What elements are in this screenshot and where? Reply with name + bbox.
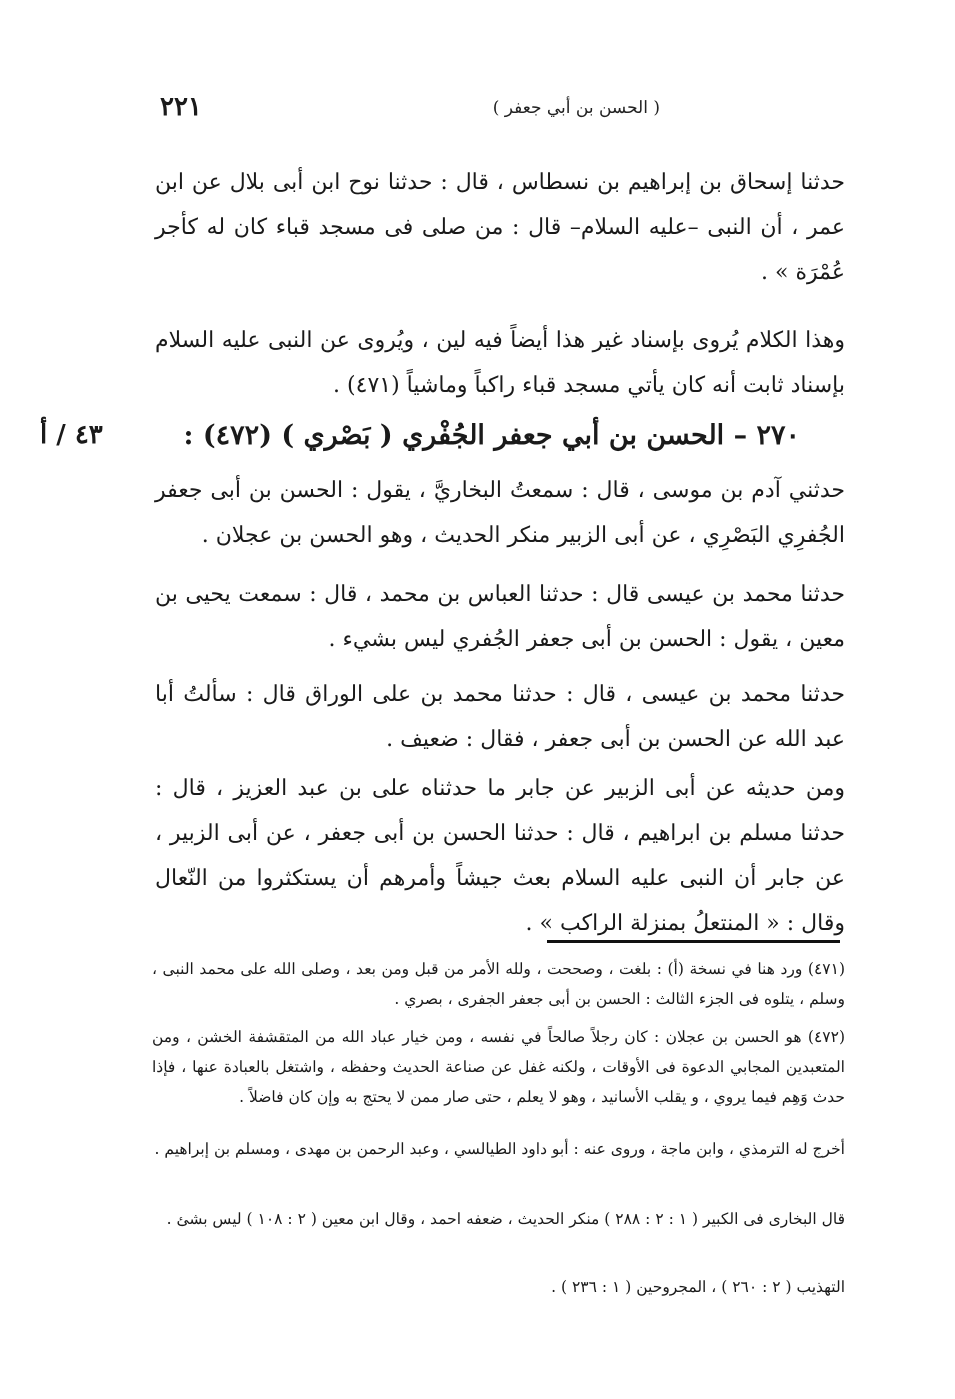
running-title: ( الحسن بن أبي جعفر )	[492, 98, 660, 118]
paragraph-3: حدثني آدم بن موسى ، قال : سمعتُ البخاريَّ ، يقول : الحسن بن أبى جعفر الجُفرِي البَصْرِي ، عن أبى الزبير منكر الحديث ، وهو الحسن بن عجلان .	[155, 478, 845, 548]
paragraph-2: وهذا الكلام يُروى بإسناد غير هذا أيضاً فيه لين ، ويُروى عن النبى عليه السلام بإسناد ثابت أنه كان يأتي مسجد قباء راكباً وماشياً (٤٧١) .	[155, 328, 845, 398]
footnote-472-sources: التهذيب ( ٢ : ٢٦٠ ) ، المجروحين ( ١ : ٢٣٦ ) .	[551, 1278, 845, 1296]
page-header	[160, 92, 850, 132]
footnote-divider	[547, 940, 840, 943]
paragraph-6: ومن حديثه عن أبى الزبير عن جابر ما حدثناه على بن عبد العزيز ، قال : حدثنا مسلم بن ابراهيم ، قال : حدثنا الحسن بن أبى جعفر ، عن أبى الزبير ، عن جابر أن النبى عليه السلام بعث جيشاً وأمرهم أن يستكثروا من النّعال وقال : « المنتعلُ بمنزلة الراكب » .	[155, 776, 845, 936]
footnote-472: (٤٧٢) هو الحسن بن عجلان : كان رجلاً صالحاً في نفسه ، ومن خيار عباد الله من المتقشفة الخشن ، ومن المتعبدين المجابي الدعوة فى الأوقات ، ولكنه غفل عن صناعة الحديث وحفظه ، واشتغل بالعبادة عنها ، فإذا حدث وَهِم فيما يروي ، و يقلب الأسانيد ، وهو لا يعلم ، حتى صار ممن لا يحتج به وإن كان فاضلاً .	[152, 1028, 845, 1106]
footnote-472-narrators: أخرج له الترمذي ، وابن ماجة ، وروى عنه : أبو داود الطيالسي ، وعبد الرحمن بن مهدى ، ومسلم بن إبراهيم .	[154, 1140, 845, 1158]
entry-heading: ٢٧٠ – الحسن بن أبي جعفر الجُفْري ( بَصْري ) (٤٧٢) :	[183, 420, 800, 451]
margin-folio-note: ٤٣ / أ	[40, 420, 103, 450]
paragraph-1: حدثنا إسحاق بن إبراهيم بن نسطاس ، قال : حدثنا نوح ابن أبى بلال عن ابن عمر ، أن النبى –عليه السلام– قال : من صلى فى مسجد قباء كان له كأجر عُمْرَة » .	[155, 170, 845, 285]
paragraph-5: حدثنا محمد بن عيسى ، قال : حدثنا محمد بن على الوراق قال : سألتُ أبا عبد الله عن الحسن بن أبى جعفر ، فقال : ضعيف .	[155, 682, 845, 752]
page-number: ٢٢١	[160, 92, 202, 122]
paragraph-4: حدثنا محمد بن عيسى قال : حدثنا العباس بن محمد ، قال : سمعت يحيى بن معين ، يقول : الحسن بن أبى جعفر الجُفري ليس بشيء .	[155, 582, 845, 652]
footnote-471: (٤٧١) ورد هنا في نسخة (أ) : بلغت ، وصححت ، ولله الأمر من قبل ومن بعد ، وصلى الله على محمد النبى ، وسلم ، يتلوه فى الجزء الثالث : الحسن بن أبى جعفر الجفرى ، بصري .	[152, 960, 845, 1008]
footnote-472-bukhari: قال البخارى فى الكبير ( ١ : ٢ : ٢٨٨ ) منكر الحديث ، ضعفه احمد ، وقال ابن معين ( ٢ : ١٠٨ ) ليس بشئ .	[166, 1210, 845, 1228]
